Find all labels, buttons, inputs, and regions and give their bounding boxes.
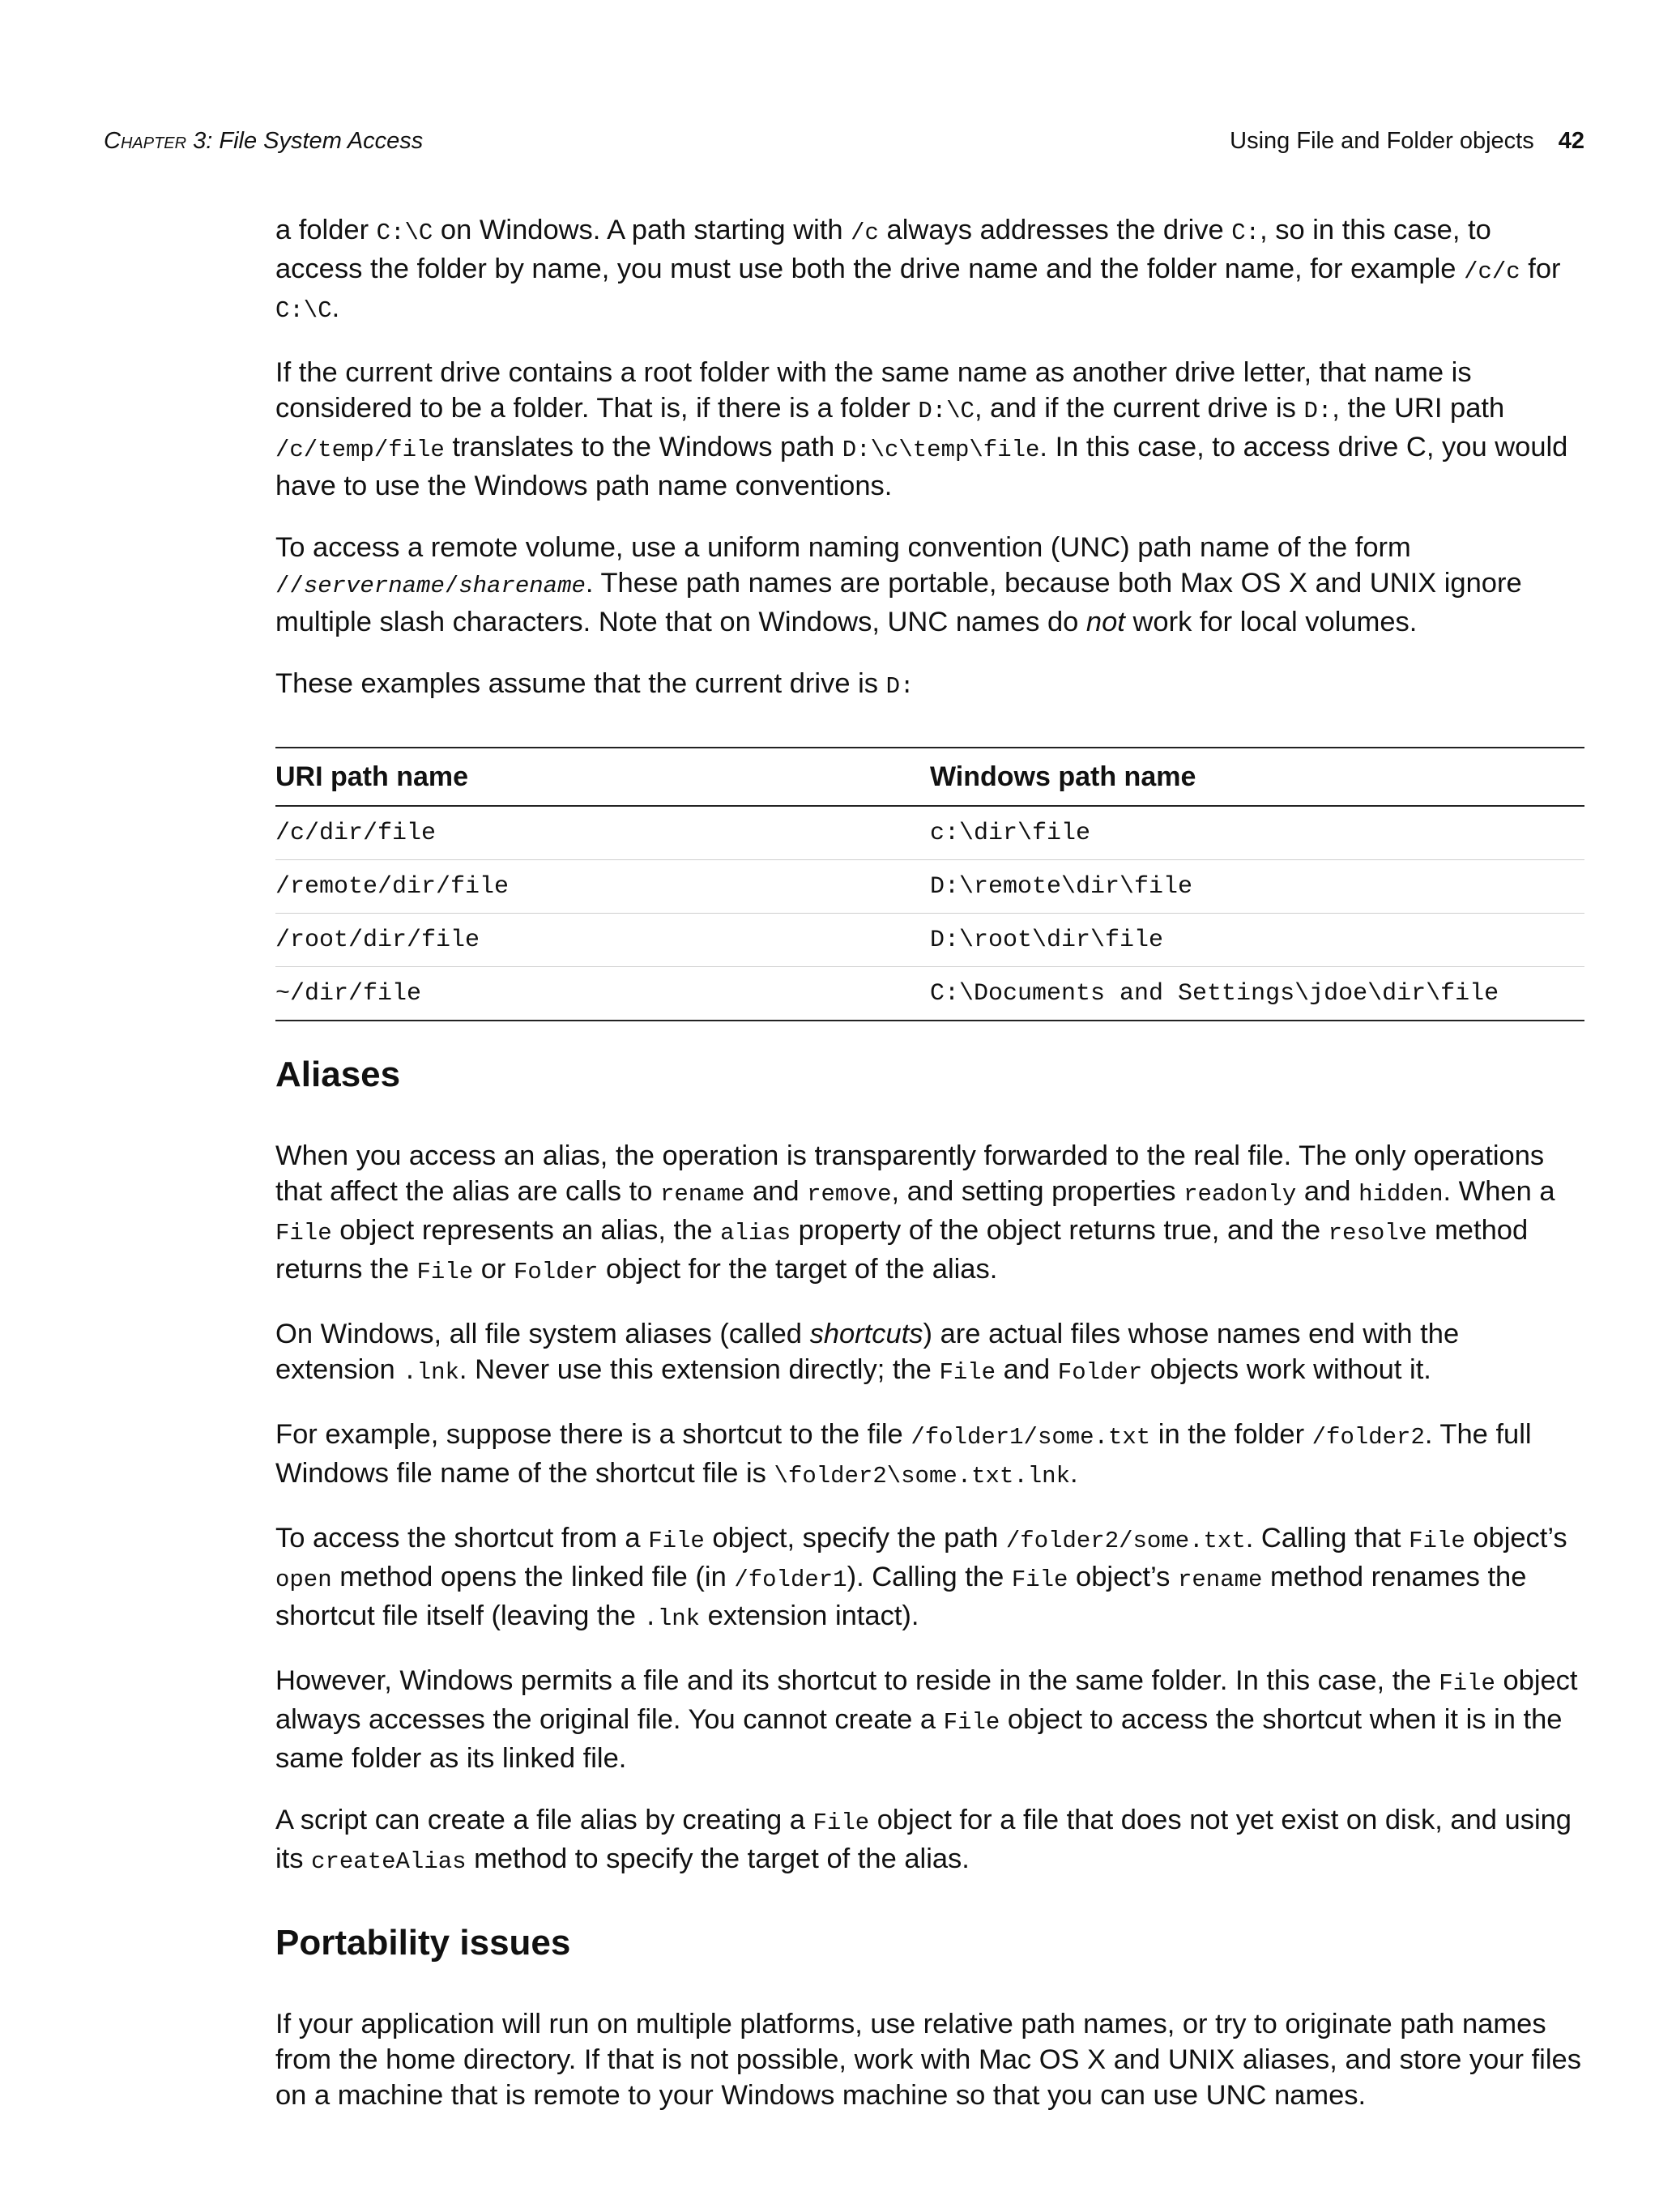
page-header <box>104 128 1584 160</box>
uri-path-cell: /root/dir/file <box>275 914 930 967</box>
chapter-title <box>104 128 423 155</box>
column-header-uri: URI path name <box>275 748 930 806</box>
paragraph-shortcut-example: For example, suppose there is a shortcut to the file /folder1/some.txt in the folder /folder2. The full Windows file name of the shortcut file is \folder2\some.txt.lnk. <box>275 1419 1532 1490</box>
windows-path-cell: c:\dir\file <box>930 806 1584 860</box>
table-row <box>275 806 1584 860</box>
page-content <box>275 212 1584 2113</box>
table-row <box>275 860 1584 914</box>
heading-aliases: Aliases <box>275 1055 401 1094</box>
paragraph-same-folder: However, Windows permits a file and its shortcut to reside in the same folder. In this case, the File object always accesses the original file. You cannot create a File object to access the shortcut when it is in the same folder as its linked file. <box>275 1665 1578 1774</box>
paragraph-root-folder: If the current drive contains a root folder with the same name as another drive letter, that name is considered to be a folder. That is, if there is a folder D:\C, and if the current drive is D:, the URI path /c/temp/file translates to the Windows path D:\c\temp\file. In this case, to access drive C, you would have to use the Windows path name conventions. <box>275 357 1568 501</box>
paragraph-portability: If your application will run on multiple platforms, use relative path names, or try to originate path names from the home directory. If that is not possible, work with Mac OS X and UNIX aliases, and store your files on a machine that is remote to your Windows machine so that you can use UNC names. <box>275 2009 1581 2111</box>
section-name: Using File and Folder objects <box>1230 128 1534 154</box>
chapter-name: File System Access <box>219 128 424 154</box>
windows-path-cell: C:\Documents and Settings\jdoe\dir\file <box>930 967 1584 1021</box>
windows-path-cell: D:\root\dir\file <box>930 914 1584 967</box>
section-title <box>1230 128 1584 155</box>
paragraph-shortcuts: On Windows, all file system aliases (called shortcuts) are actual files whose names end with the extension .lnk. Never use this extension directly; the File and Folder objects work without it. <box>275 1319 1460 1386</box>
chapter-prefix: Chapter 3: <box>104 128 213 154</box>
table-header-row <box>275 748 1584 806</box>
table-row <box>275 914 1584 967</box>
uri-path-cell: /remote/dir/file <box>275 860 930 914</box>
table-row <box>275 967 1584 1021</box>
paragraph-alias-operations: When you access an alias, the operation is transparently forwarded to the real file. The only operations that affect the alias are calls to rename and remove, and setting properties readonly and hidden. When a File object represents an alias, the alias property of the object returns true, and the resolve method returns the File or Folder object for the target of the alias. <box>275 1140 1555 1285</box>
page-number: 42 <box>1558 128 1584 154</box>
heading-portability: Portability issues <box>275 1923 571 1963</box>
uri-path-cell: /c/dir/file <box>275 806 930 860</box>
paragraph-drive-folder: a folder C:\C on Windows. A path starting with /c always addresses the drive C:, so in this case, to access the folder by name, you must use both the drive name and the folder name, for example /c/c for C:\C. <box>275 215 1561 324</box>
column-header-windows: Windows path name <box>930 748 1584 806</box>
path-table <box>275 747 1584 1021</box>
paragraph-unc: To access a remote volume, use a uniform naming convention (UNC) path name of the form //servername/sharename. These path names are portable, because both Max OS X and UNIX ignore multiple slash characters. Note that on Windows, UNC names do not work for local volumes. <box>275 532 1522 637</box>
windows-path-cell: D:\remote\dir\file <box>930 860 1584 914</box>
paragraph-examples-intro: These examples assume that the current drive is D: <box>275 668 915 700</box>
paragraph-create-alias: A script can create a file alias by creating a File object for a file that does not yet exist on disk, and using its createAlias method to specify the target of the alias. <box>275 1805 1572 1875</box>
paragraph-access-shortcut: To access the shortcut from a File object, specify the path /folder2/some.txt. Calling that File object’s open method opens the linked file (in /folder1). Calling the File object’s rename method renames the shortcut file itself (leaving the .lnk extension intact). <box>275 1523 1567 1632</box>
uri-path-cell: ~/dir/file <box>275 967 930 1021</box>
